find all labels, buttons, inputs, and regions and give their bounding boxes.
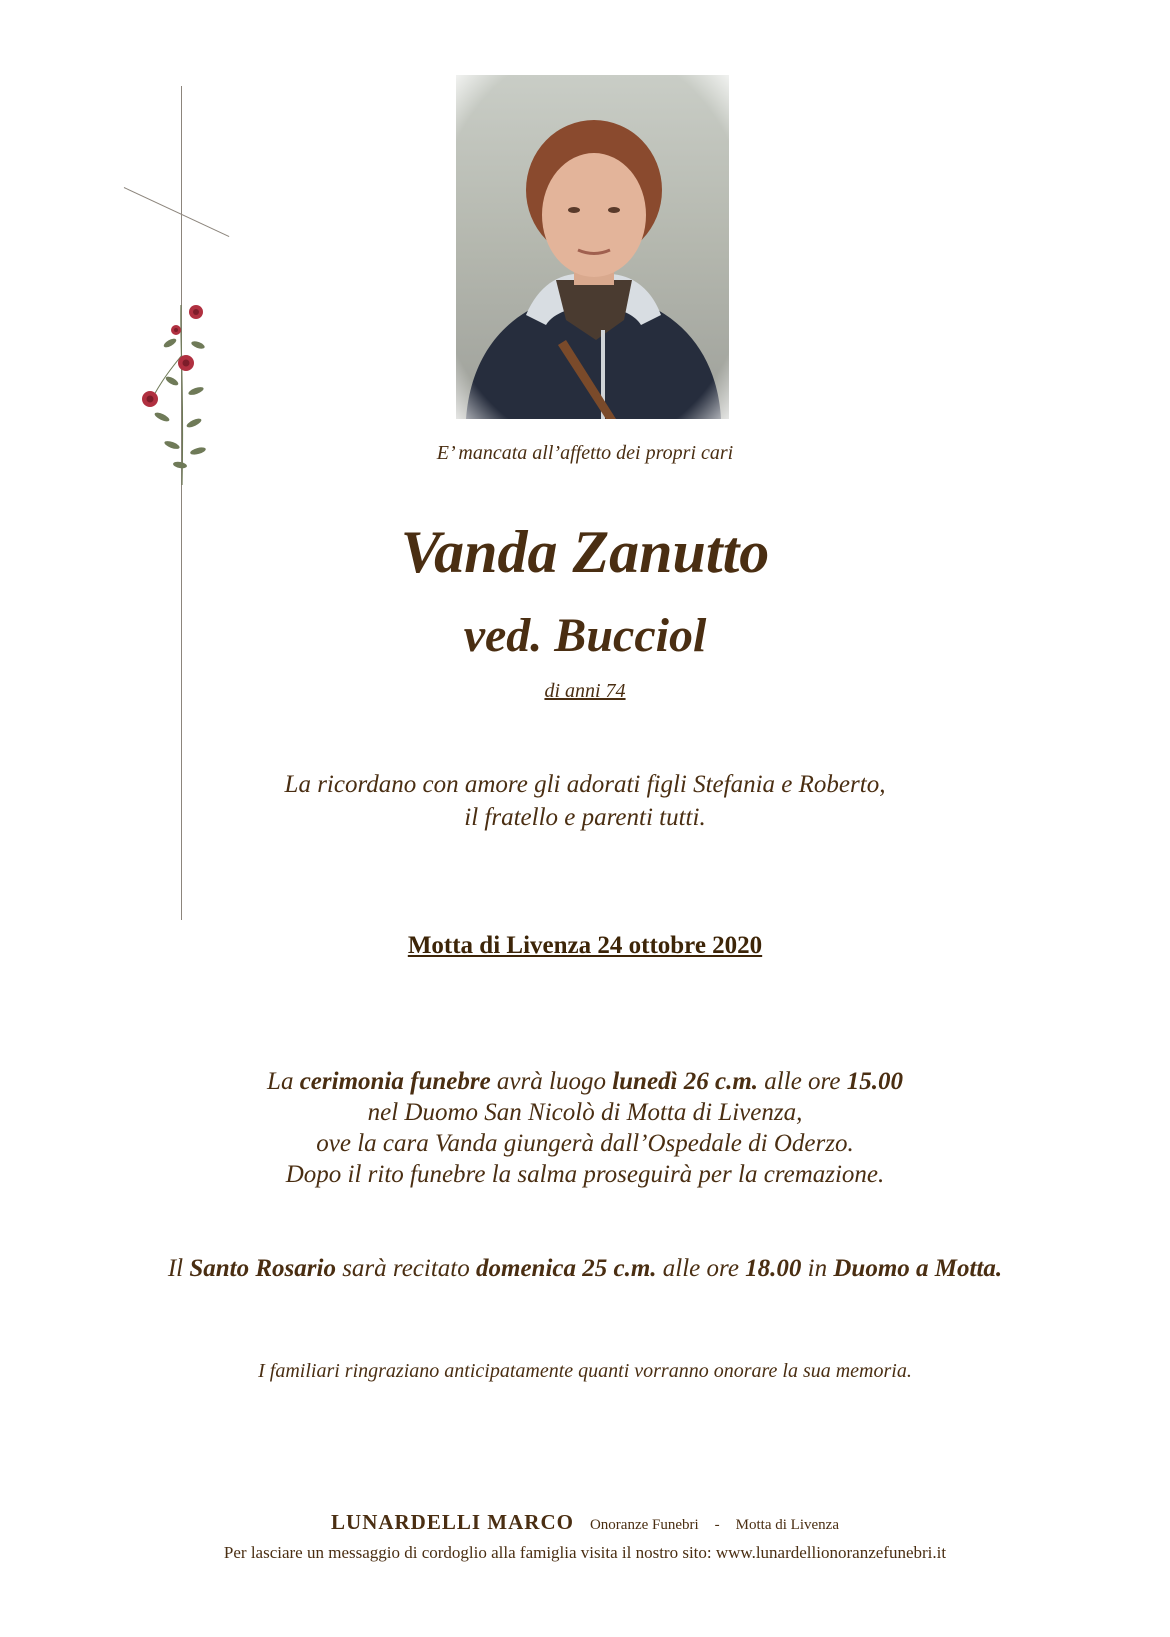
widow-of-line: ved. Bucciol bbox=[463, 609, 707, 662]
funeral-home-name: LUNARDELLI MARCO bbox=[331, 1510, 574, 1534]
intro-line: E’ mancata all’affetto dei propri cari bbox=[436, 442, 734, 464]
rose-icon bbox=[142, 391, 158, 407]
text-run: Il bbox=[167, 1255, 190, 1282]
mourners-line: il fratello e parenti tutti. bbox=[464, 804, 706, 831]
ceremony-line bbox=[0, 1066, 1170, 1097]
text-run: La bbox=[267, 1068, 300, 1095]
thanks-line: I familiari ringraziano anticipatamente quanti vorranno onorare la sua memoria. bbox=[258, 1360, 912, 1382]
text-run: sarà recitato bbox=[335, 1255, 476, 1282]
age-line bbox=[0, 680, 1170, 703]
mourners-line: La ricordano con amore gli adorati figli Stefania e Roberto, bbox=[284, 771, 886, 798]
deceased-name: Vanda Zanutto bbox=[400, 519, 770, 585]
funeral-home-town: Motta di Livenza bbox=[735, 1517, 839, 1533]
portrait-photo bbox=[456, 75, 729, 419]
age-text: di anni 74 bbox=[544, 680, 626, 702]
text-run: alle ore bbox=[758, 1068, 847, 1095]
text-run: alle ore bbox=[656, 1255, 746, 1282]
funeral-home-line bbox=[0, 1510, 1170, 1535]
text-run-bold: Santo Rosario bbox=[189, 1255, 336, 1282]
ceremony-line: ove la cara Vanda giungerà dall’Ospedale di Oderzo. bbox=[316, 1130, 854, 1157]
text-run-bold: 15.00 bbox=[846, 1068, 903, 1095]
place-date-line bbox=[0, 932, 1170, 960]
rose-icon bbox=[171, 325, 181, 335]
mourners-block bbox=[0, 768, 1170, 834]
text-run: avrà luogo bbox=[490, 1068, 613, 1095]
text-run-bold: cerimonia funebre bbox=[299, 1068, 491, 1095]
ceremony-line: nel Duomo San Nicolò di Motta di Livenza, bbox=[367, 1099, 803, 1126]
text-run: in bbox=[801, 1255, 834, 1282]
ceremony-line: Dopo il rito funebre la salma proseguirà per la cremazione. bbox=[285, 1161, 885, 1188]
ceremony-block bbox=[0, 1066, 1170, 1190]
text-run-bold: Duomo a Motta. bbox=[833, 1255, 1003, 1282]
cross-horizontal-line bbox=[124, 187, 230, 237]
rosary-line bbox=[0, 1255, 1170, 1283]
condolence-message-line: Per lasciare un messaggio di cordoglio alla famiglia visita il nostro sito: www.lunardellionoranzefunebri.it bbox=[223, 1543, 947, 1562]
rose-icon bbox=[189, 305, 203, 319]
rose-icon bbox=[178, 355, 194, 371]
text-run-bold: lunedì 26 c.m. bbox=[612, 1068, 759, 1095]
text-run-bold: 18.00 bbox=[745, 1255, 802, 1282]
separator: - bbox=[714, 1517, 720, 1533]
place-date-text: Motta di Livenza 24 ottobre 2020 bbox=[407, 932, 763, 959]
text-run-bold: domenica 25 c.m. bbox=[476, 1255, 657, 1282]
funeral-home-service: Onoranze Funebri bbox=[589, 1517, 699, 1533]
